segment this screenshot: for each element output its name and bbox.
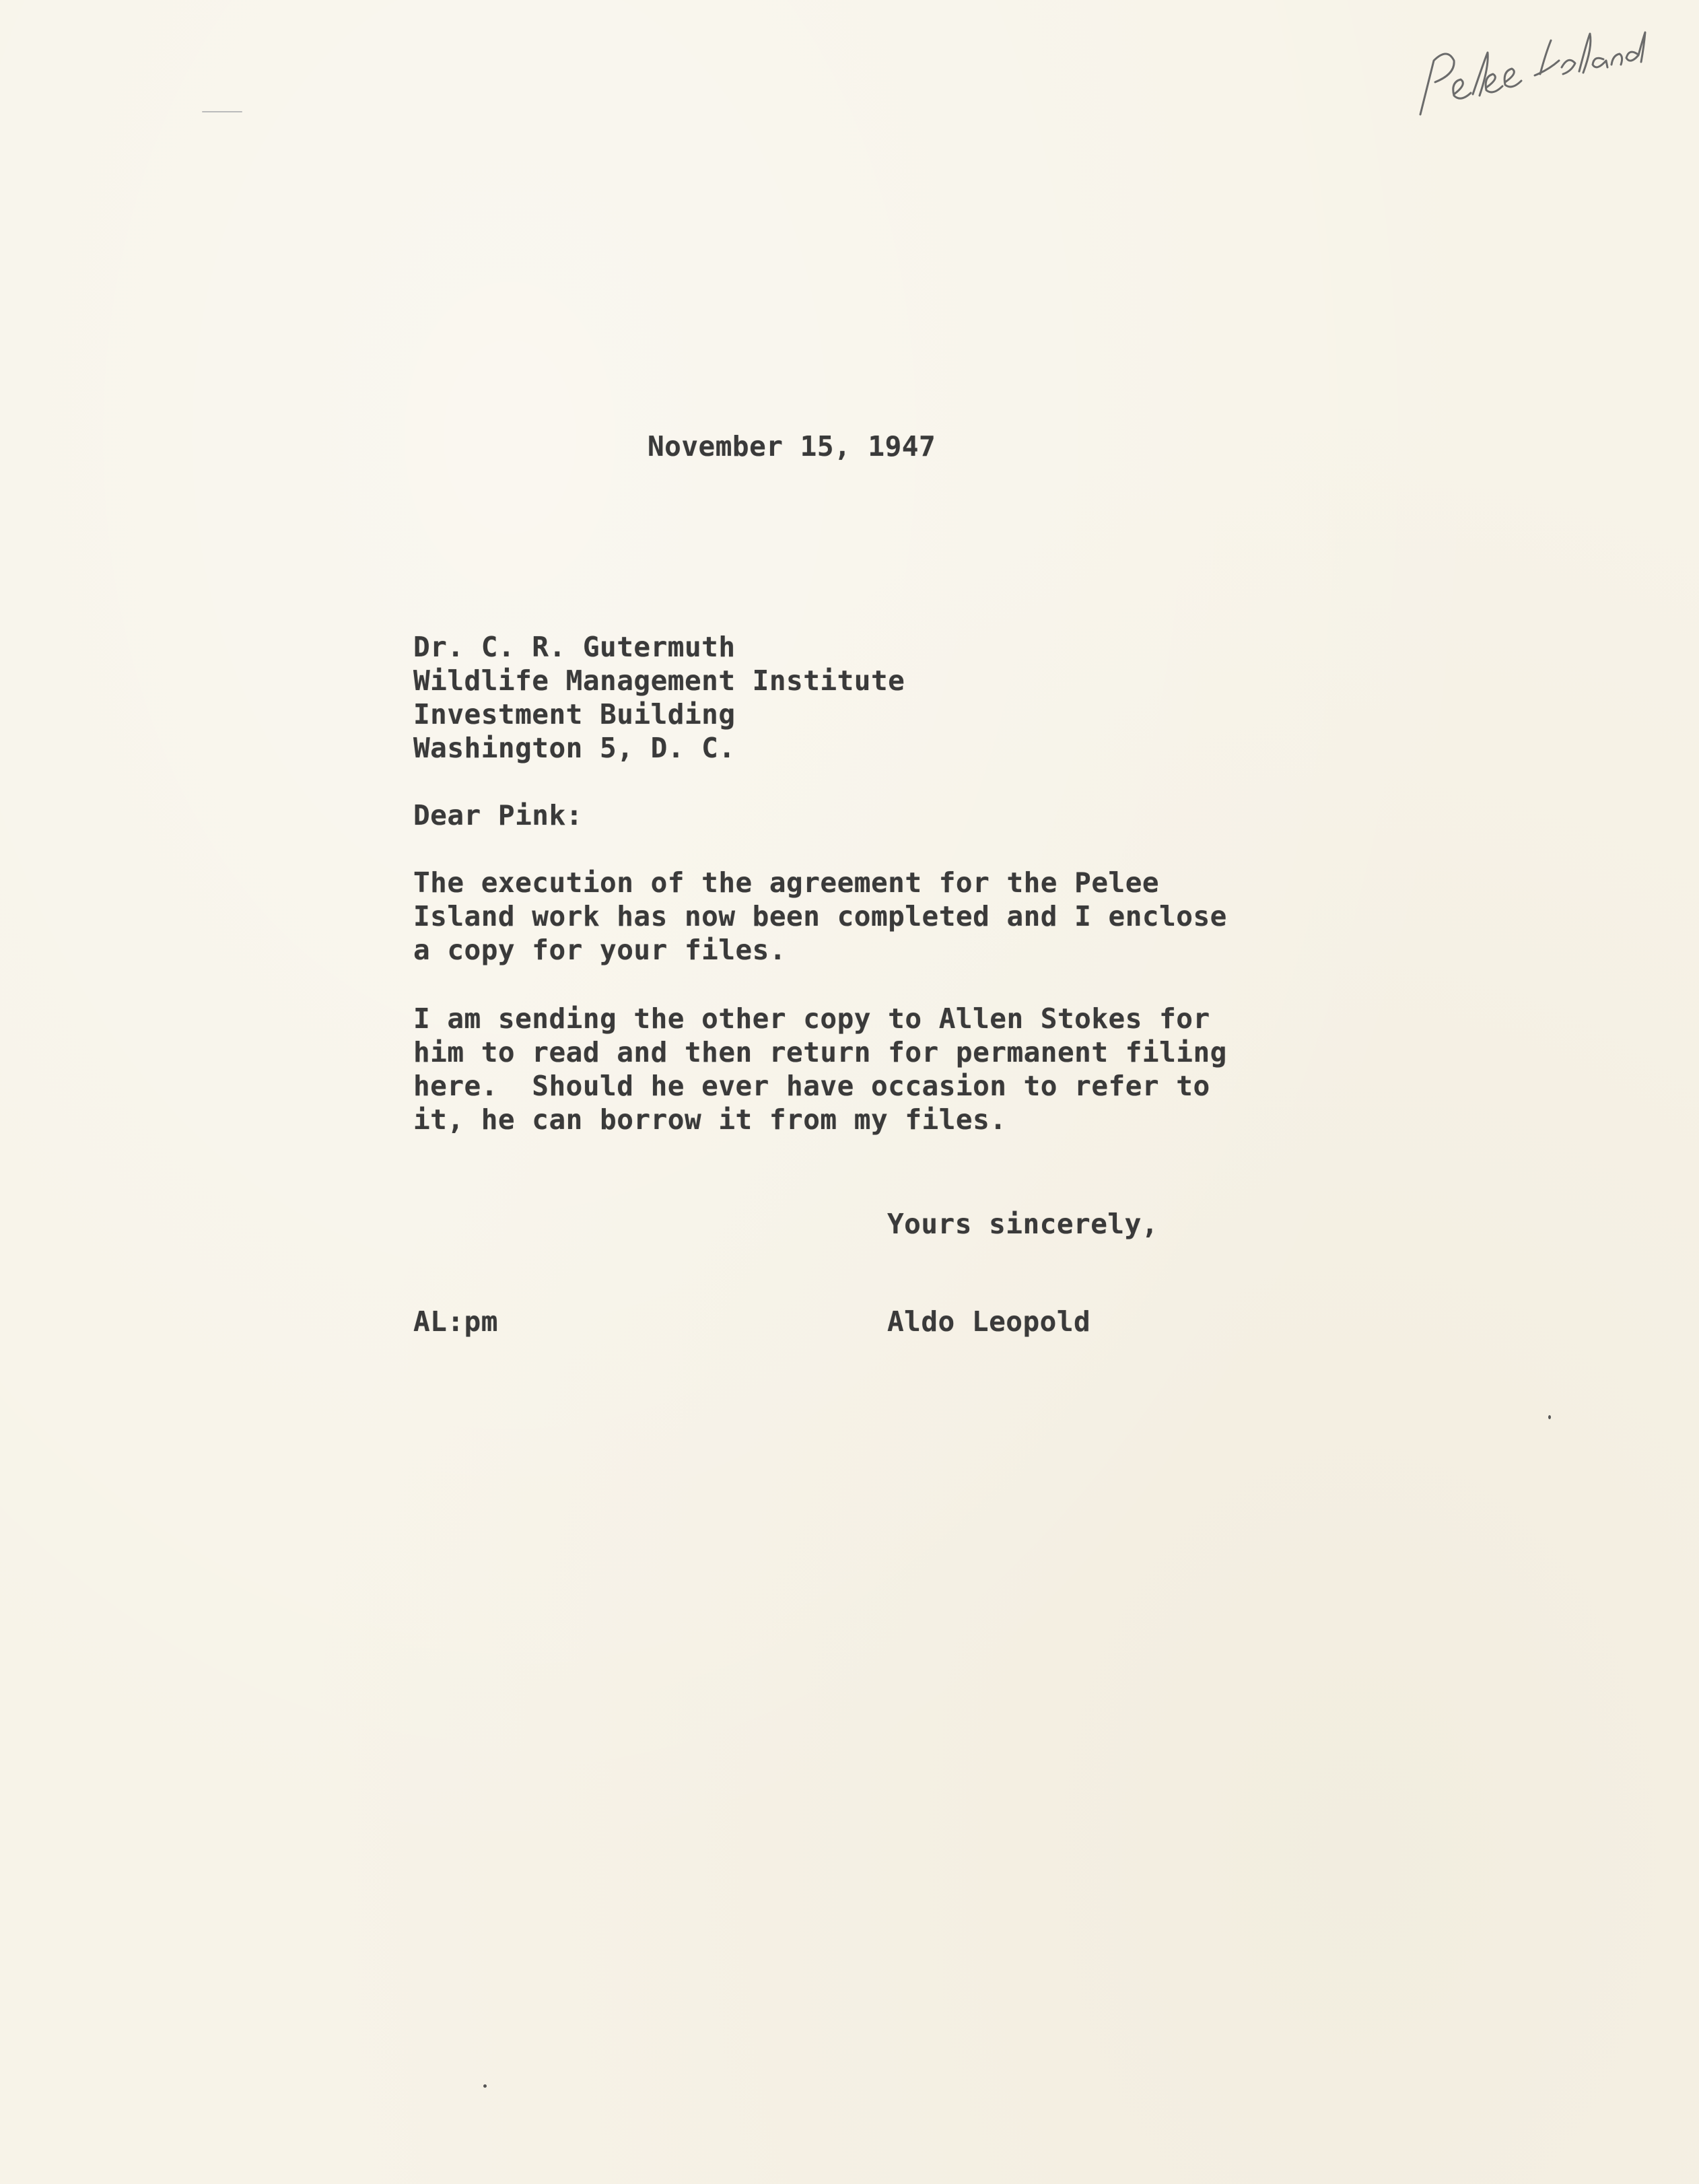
recipient-address [413,630,905,765]
paper-speck [1548,1415,1551,1419]
recipient-building: Investment Building [413,698,736,730]
salutation: Dear Pink: [413,799,583,831]
recipient-city: Washington 5, D. C. [413,732,736,764]
paragraph-line: I am sending the other copy to Allen Stokes for [413,1002,1210,1035]
paper-speck [483,2084,487,2088]
paragraph-line: Island work has now been completed and I enclose [413,900,1227,932]
paragraph-2 [413,1002,1227,1136]
paper-speck [202,111,242,112]
signer-name: Aldo Leopold [887,1305,1091,1338]
paragraph-1 [413,866,1227,967]
recipient-organization: Wildlife Management Institute [413,664,905,697]
letter-date: November 15, 1947 [648,430,936,463]
paragraph-line: him to read and then return for permanent filing [413,1036,1227,1068]
handwritten-note-icon [1407,20,1663,135]
paragraph-line: it, he can borrow it from my files. [413,1103,1007,1136]
paragraph-line: here. Should he ever have occasion to refer to [413,1070,1210,1102]
typist-initials: AL:pm [413,1305,498,1338]
closing: Yours sincerely, [887,1208,1158,1240]
recipient-name: Dr. C. R. Gutermuth [413,631,736,663]
paragraph-line: The execution of the agreement for the Pelee [413,866,1160,899]
handwritten-note [1407,20,1663,135]
paragraph-line: a copy for your files. [413,934,787,966]
